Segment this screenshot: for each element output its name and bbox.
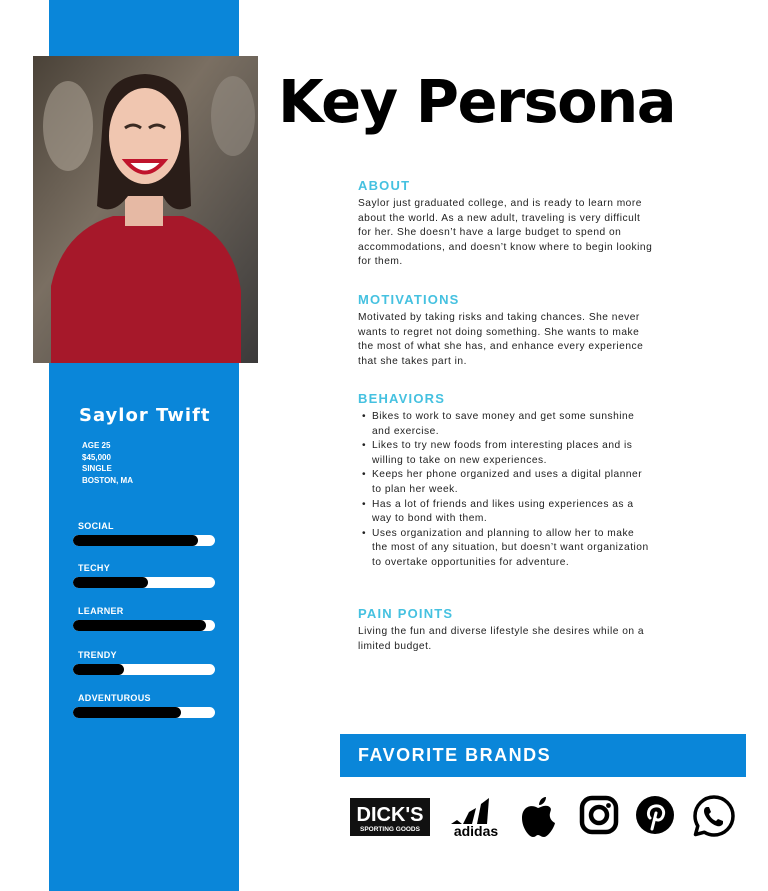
dicks-logo (350, 798, 430, 841)
skill-trendy (73, 650, 215, 675)
skill-techy (73, 563, 215, 588)
skill-bar-track (73, 620, 215, 631)
adidas-logo-text: adidas (453, 823, 499, 838)
behaviors-section (358, 391, 653, 571)
behavior-item: • Uses organization and planning to allow her to make the most of any situation, but doesn’t want organization to overtake opportunities for adventure. (358, 527, 653, 571)
instagram-icon (579, 795, 619, 840)
skill-bar-fill (73, 664, 124, 675)
about-text: Saylor just graduated college, and is ready to learn more about the world. As a new adult, traveling is very difficult for her. She doesn’t have a large budget to spend on accommodations, and doesn’t know where to begin looking for them. (358, 198, 653, 268)
skill-label: SOCIAL (78, 521, 114, 531)
skill-bar-fill (73, 707, 181, 718)
persona-details (82, 440, 133, 486)
skill-bar-fill (73, 620, 206, 631)
behavior-item: • Has a lot of friends and likes using experiences as a way to bond with them. (358, 498, 653, 527)
behavior-item: • Bikes to work to save money and get some sunshine and exercise. (358, 410, 653, 439)
skill-bar-fill (73, 577, 148, 588)
pain-points-text: Living the fun and diverse lifestyle she desires while on a limited budget. (358, 626, 645, 652)
page-title: Key Persona (278, 67, 676, 136)
skill-social (73, 521, 215, 546)
skill-learner (73, 606, 215, 631)
behaviors-list (358, 410, 653, 571)
skill-label: LEARNER (78, 606, 124, 616)
detail-status: SINGLE (82, 464, 112, 474)
favorite-brands-banner (340, 734, 746, 777)
motivations-heading: MOTIVATIONS (358, 292, 460, 307)
persona-name: Saylor Twift (79, 405, 211, 426)
adidas-logo (447, 794, 505, 843)
skill-adventurous (73, 693, 215, 718)
skill-bar-track (73, 535, 215, 546)
pain-points-section (358, 606, 653, 654)
skill-label: TRENDY (78, 650, 117, 660)
skill-bar-fill (73, 535, 198, 546)
dicks-logo-text: DICK'S (356, 804, 424, 826)
skill-bar-track (73, 707, 215, 718)
dicks-logo-subtext: SPORTING GOODS (360, 826, 420, 833)
behavior-item: • Likes to try new foods from interesting places and is willing to take on new experiences. (358, 439, 653, 468)
persona-photo (33, 56, 258, 363)
skill-bar-track (73, 664, 215, 675)
detail-location: BOSTON, MA (82, 475, 133, 485)
behavior-item: • Keeps her phone organized and uses a digital planner to plan her week. (358, 468, 653, 497)
detail-age: AGE 25 (82, 441, 111, 450)
pinterest-icon (635, 795, 675, 840)
behaviors-heading: BEHAVIORS (358, 391, 446, 406)
apple-icon (518, 796, 558, 843)
skill-label: TECHY (78, 563, 111, 573)
pain-points-heading: PAIN POINTS (358, 606, 454, 621)
motivations-text: Motivated by taking risks and taking chances. She never wants to regret not doing something. She wants to make the most of what she has, and enhance every experience that she takes part in. (358, 312, 644, 367)
skill-label: ADVENTUROUS (78, 693, 151, 703)
whatsapp-icon (692, 794, 736, 843)
favorite-brands-heading: FAVORITE BRANDS (358, 745, 552, 765)
detail-income: $45,000 (82, 452, 111, 462)
motivations-section (358, 292, 653, 369)
skill-bar-track (73, 577, 215, 588)
about-heading: ABOUT (358, 178, 411, 193)
about-section (358, 178, 653, 270)
